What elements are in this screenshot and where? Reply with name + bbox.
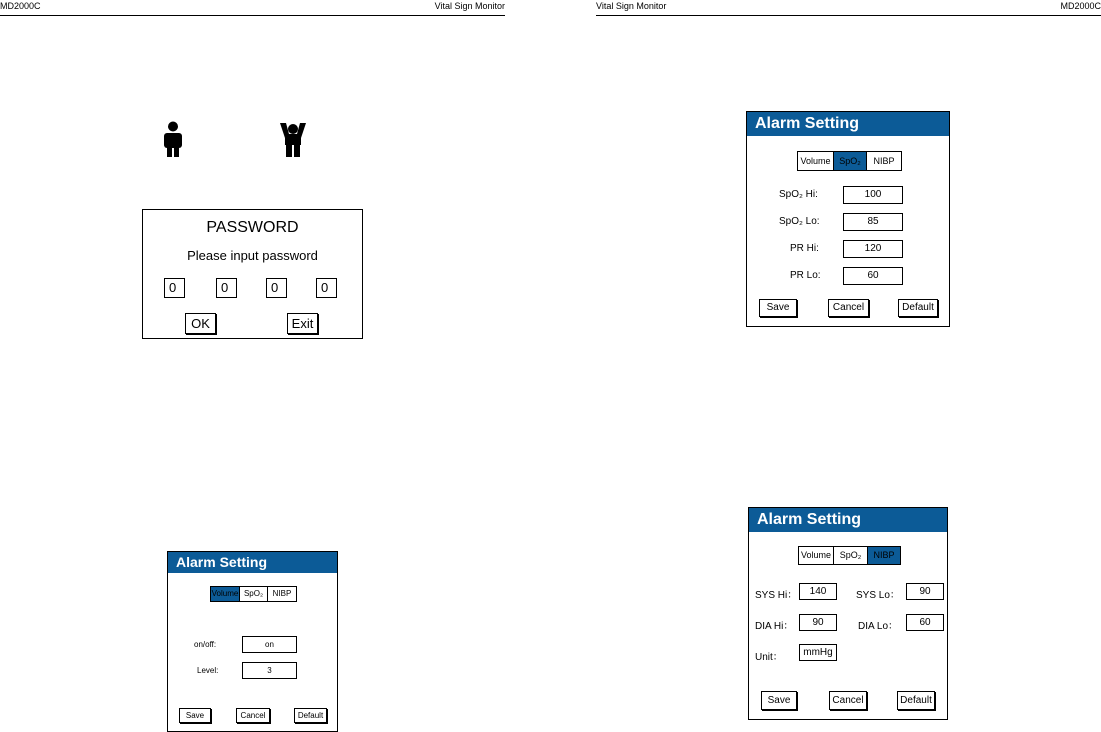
page-header-left	[0, 0, 505, 16]
tab-nibp[interactable]: NIBP	[867, 152, 901, 170]
tab-spo2[interactable]: SpO₂	[834, 152, 867, 170]
password-digit-4[interactable]: 0	[316, 278, 337, 298]
exit-button[interactable]: Exit	[287, 313, 318, 334]
pr-lo-field[interactable]: 60	[843, 267, 903, 285]
save-button[interactable]: Save	[761, 691, 797, 710]
alarm-setting-volume-panel	[167, 551, 338, 732]
field-label: SpO₂ Hi:	[779, 189, 818, 200]
field-label: PR Lo:	[790, 270, 821, 281]
spo2-lo-field[interactable]: 85	[843, 213, 903, 231]
tab-nibp[interactable]: NIBP	[268, 587, 296, 601]
tab-spo2[interactable]: SpO₂	[240, 587, 268, 601]
panel-title: Alarm Setting	[747, 112, 949, 136]
save-button[interactable]: Save	[179, 708, 211, 723]
pr-hi-field[interactable]: 120	[843, 240, 903, 258]
spo2-hi-field[interactable]: 100	[843, 186, 903, 204]
default-button[interactable]: Default	[898, 299, 938, 317]
tab-bar	[797, 151, 902, 171]
field-label: PR Hi:	[790, 243, 819, 254]
alarm-setting-nibp-panel	[748, 507, 948, 720]
ok-button[interactable]: OK	[185, 313, 216, 334]
default-button[interactable]: Default	[897, 691, 935, 710]
dia-hi-field[interactable]: 90	[799, 614, 837, 631]
alarm-on-off-field[interactable]: on	[242, 636, 297, 653]
field-label: on/off:	[194, 640, 217, 649]
field-label: SYS Lo：	[856, 590, 900, 601]
field-label: SYS Hi：	[755, 590, 798, 601]
product-name: Vital Sign Monitor	[434, 1, 505, 11]
dia-lo-field[interactable]: 60	[906, 614, 944, 631]
product-name: Vital Sign Monitor	[596, 1, 667, 11]
unit-field[interactable]: mmHg	[799, 644, 837, 661]
sys-hi-field[interactable]: 140	[799, 583, 837, 600]
field-label: DIA Lo：	[858, 621, 899, 632]
page-header-right	[596, 0, 1101, 16]
dialog-title: PASSWORD	[206, 219, 299, 236]
password-dialog	[142, 209, 363, 339]
tab-spo2[interactable]: SpO₂	[834, 547, 868, 564]
field-label: Unit：	[755, 652, 783, 663]
tab-volume[interactable]: Volume	[798, 152, 834, 170]
panel-title: Alarm Setting	[749, 508, 947, 532]
default-button[interactable]: Default	[294, 708, 327, 723]
alarm-setting-spo2-panel	[746, 111, 950, 327]
tab-nibp[interactable]: NIBP	[868, 547, 900, 564]
cancel-button[interactable]: Cancel	[829, 691, 867, 710]
adult-icon[interactable]	[162, 121, 184, 157]
password-digit-2[interactable]: 0	[216, 278, 237, 298]
save-button[interactable]: Save	[759, 299, 797, 317]
alarm-level-field[interactable]: 3	[242, 662, 297, 679]
password-digit-1[interactable]: 0	[164, 278, 185, 298]
tab-volume[interactable]: Volume	[799, 547, 834, 564]
cancel-button[interactable]: Cancel	[236, 708, 270, 723]
model-name: MD2000C	[1060, 1, 1101, 11]
dialog-prompt: Please input password	[187, 248, 318, 263]
field-label: SpO₂ Lo:	[779, 216, 820, 227]
tab-bar	[798, 546, 901, 565]
field-label: DIA Hi：	[755, 621, 794, 632]
field-label: Level:	[197, 666, 219, 675]
tab-bar	[210, 586, 297, 602]
model-name: MD2000C	[0, 1, 41, 11]
password-digit-3[interactable]: 0	[266, 278, 287, 298]
panel-title: Alarm Setting	[168, 552, 337, 573]
cancel-button[interactable]: Cancel	[828, 299, 869, 317]
tab-volume[interactable]: Volume	[211, 587, 240, 601]
sys-lo-field[interactable]: 90	[906, 583, 944, 600]
child-icon[interactable]	[277, 121, 309, 157]
